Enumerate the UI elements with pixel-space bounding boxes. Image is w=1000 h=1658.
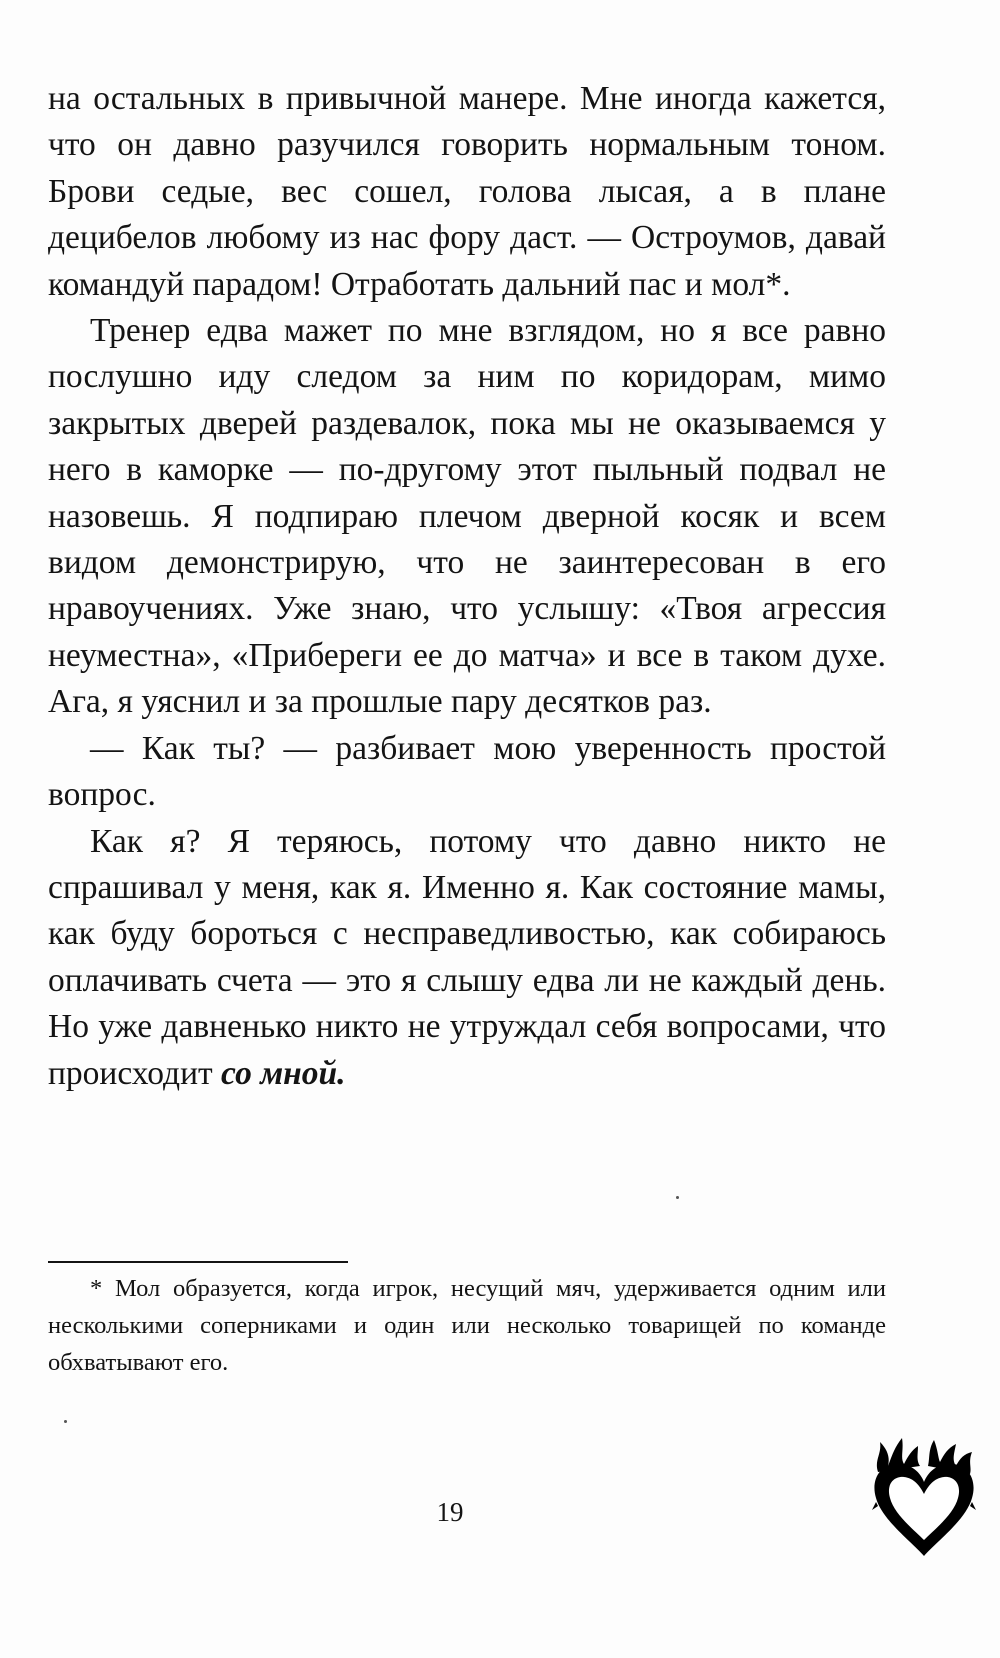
- paragraph-1: на остальных в привычной манере. Мне иногда кажется, что он давно разучился говорить нормальным тоном. Брови седые, вес сошел, голова лысая, а в плане децибелов любому из нас фору даст. — Остроумов, давай командуй парадом! Отработать дальний пас и мол*.: [48, 80, 886, 303]
- footnote-divider: [48, 1261, 348, 1263]
- paragraph-4-text: Как я? Я теряюсь, потому что давно никто не спрашивал у меня, как я. Именно я. Как состояние мамы, как буду бороться с несправедливостью, как собираюсь оплачивать счета — это я слышу едва ли не каждый день. Но уже давненько никто не утруждал себя вопросами, что происходит: [48, 822, 886, 1092]
- footnote: * Мол образуется, когда игрок, несущий мяч, удерживается одним или несколькими соперниками и один или несколько товарищей по команде обхватывают его.: [48, 1275, 886, 1376]
- flaming-heart-icon: [868, 1432, 980, 1562]
- page-number: 19: [436, 1497, 464, 1527]
- print-speck: [64, 1420, 67, 1423]
- paragraph-4-emphasis: со мной.: [221, 1054, 346, 1092]
- paragraph-3: — Как ты? — разбивает мою уверенность простой вопрос.: [48, 729, 886, 814]
- paragraph-4: [48, 819, 886, 1097]
- body-text: [48, 76, 886, 1097]
- print-speck: [676, 1196, 679, 1199]
- paragraph-2: Тренер едва мажет по мне взглядом, но я все равно послушно иду следом за ним по коридорам, мимо закрытых дверей раздевалок, пока мы не оказываемся у него в каморке — по-другому этот пыльный подвал не назовешь. Я подпираю плечом дверной косяк и всем видом демонстрирую, что не заинтересован в его нравоучениях. Уже знаю, что услышу: «Твоя агрессия неуместна», «Прибереги ее до матча» и все в таком духе. Ага, я уяснил и за прошлые пару десятков раз.: [48, 312, 886, 721]
